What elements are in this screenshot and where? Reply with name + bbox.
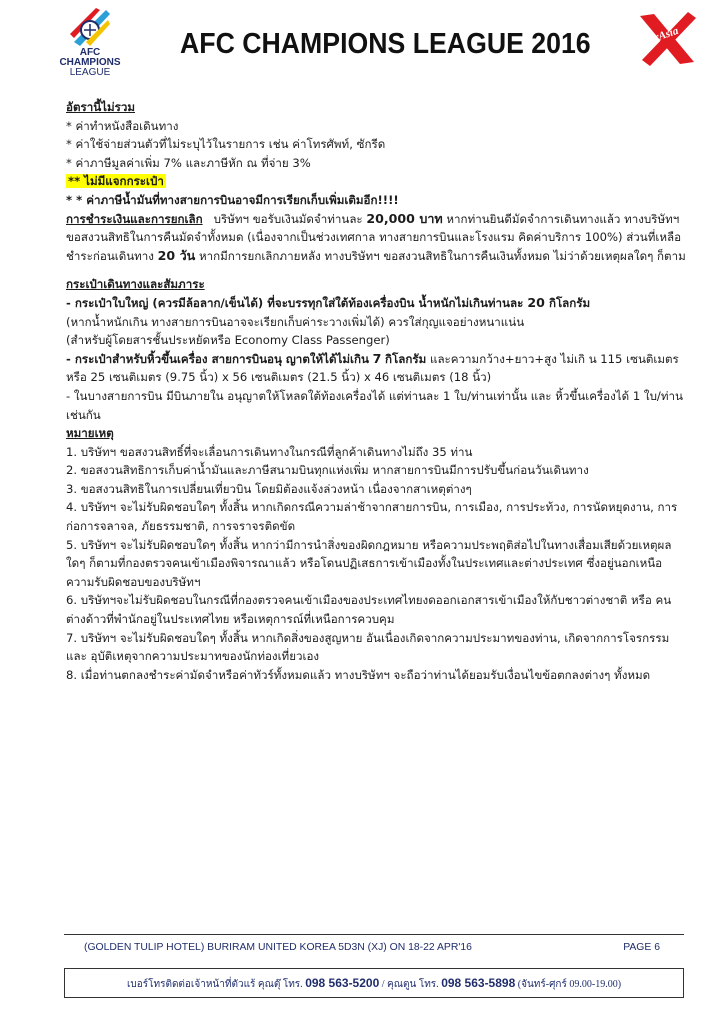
remark-item-8: 8. เมื่อท่านตกลงชำระค่ามัดจำหรือค่าทัวร์ทั้งหมดแล้ว ทางบริษัทฯ จะถือว่าท่านได้ยอมรับเงื่อนไขข้อตกลงต่างๆ ทั้งหมด	[66, 667, 651, 682]
page-header	[0, 0, 720, 92]
phone-2[interactable]: 098 563-5898	[441, 976, 516, 990]
payment-text-c: หากมีการยกเลิกภายหลัง ทางบริษัทฯ ขอสงวนสิทธิในการคืนเงินทั้งหมด ไม่ว่าด้วยเหตุผลใดๆ ก็ตาม	[198, 248, 686, 263]
remark-item-5: 5. บริษัทฯ จะไม่รับผิดชอบใดๆ ทั้งสิ้น หากว่ามีการนำสิ่งของผิดกฎหมาย หรือความประพฤติส่อไปในทางเสื่อมเสียด้วยเหตุผลใดๆ ก็ตามที่กองตรวจคนเข้าเมืองพิจารณาแล้ว หรือโดนปฏิเสธการเข้าเมืองทั้งในประเทศและต่างประเทศ ซึ่งอยู่นอกเหนือความรับผิดชอบของบริษัทฯ	[66, 537, 672, 589]
remark-item-7: 7. บริษัทฯ จะไม่รับผิดชอบใดๆ ทั้งสิ้น หากเกิดสิ่งของสูญหาย อันเนื่องเกิดจากความประมาทของท่าน, เกิดจากการโจรกรรม และ อุบัติเหตุจากความประมาทของนักท่องเที่ยวเอง	[66, 630, 670, 664]
big-bag-weight: 20	[527, 294, 545, 310]
afc-logo-text-2: CHAMPIONS	[59, 57, 121, 68]
program-name: (GOLDEN TULIP HOTEL) BURIRAM UNITED KOREA 5D3N (XJ) ON 18-22 APR'16	[84, 942, 472, 953]
domestic-baggage-note: - ในบางสายการบิน มีบินภายใน อนุญาตให้โหลดใต้ท้องเครื่องได้ แต่ท่านละ 1 ใบ/ท่านเท่านั้น และ หิ้วขึ้นเครื่องได้ 1 ใบ/ท่านเช่นกัน	[66, 388, 683, 422]
footer-divider	[64, 934, 684, 935]
carry-on-unit: กิโลกรัม	[385, 351, 427, 366]
payment-paragraph	[66, 210, 686, 266]
big-bag-text: - กระเป๋าใบใหญ่ (ควรมีล้อลาก/เข็นได้) ที่จะบรรทุกใส่ใต้ท้องเครื่องบิน น้ำหนักไม่เกินท่านละ	[66, 295, 524, 310]
exclusion-item-2: * ค่าใช้จ่ายส่วนตัวที่ไม่ระบุไว้ในรายการ เช่น ค่าโทรศัพท์, ซักรีด	[66, 137, 386, 152]
afc-logo-text-1: AFC	[79, 47, 101, 58]
page-title: AFC CHAMPIONS LEAGUE 2016	[180, 28, 591, 60]
remark-item-2: 2. ขอสงวนสิทธิการเก็บค่าน้ำมันและภาษีสนามบินทุกแห่งเพิ่ม หากสายการบินมีการปรับขึ้นก่อนวันเดินทาง	[66, 463, 589, 478]
airasia-logo-text: AirAsia	[642, 24, 680, 48]
payment-text-b: หากท่านยินดีมัดจำการเดินทางแล้ว ทางบริษัทฯ ขอสงวนสิทธิในการคืนมัดจำทั้งหมด (เนื่องจากเป็นช่วงเทศกาล ทางสายการบินและโรงแรม คิดค่าบริการ 100%) ส่วนที่เหลือชำระก่อนเดินทาง	[66, 211, 682, 263]
contact-mid: / คุณตูน โทร.	[381, 979, 439, 990]
no-bag-note	[66, 172, 686, 191]
contact-prefix: เบอร์โทรติดต่อเจ้าหน้าที่ตัวแร้ คุณตุ๊ โทร.	[126, 979, 303, 990]
carry-on-text: - กระเป๋าสำหรับหิ้วขึ้นเครื่อง สายการบินอนุ ญาตให้ได้ไม่เกิน	[66, 351, 369, 366]
payment-title: การชำระเงินและการยกเลิก	[66, 211, 203, 226]
airasia-logo	[636, 10, 698, 68]
no-bag-highlight: ** ไม่มีแจกกระเป๋า	[68, 174, 164, 189]
remark-item-4: 4. บริษัทฯ จะไม่รับผิดชอบใดๆ ทั้งสิ้น หากเกิดกรณีความล่าช้าจากสายการบิน, การเมือง, การประท้วง, การนัดหยุดงาน, การก่อการจลาจล, ภัยธรรมชาติ, การจราจรติดขัด	[66, 500, 678, 534]
exclusions-title: อัตรานี้ไม่รวม	[66, 100, 136, 114]
remark-item-1: 1. บริษัทฯ ขอสงวนสิทธิ์ที่จะเลื่อนการเดินทางในกรณีที่ลูกค้าเดินทางไม่ถึง 35 ท่าน	[66, 444, 473, 459]
baggage-title: กระเป๋าเดินทางและสัมภาระ	[66, 277, 205, 292]
contact-hours: (จันทร์-ศุกร์ 09.00-19.00)	[517, 979, 622, 990]
payment-days: 20 วัน	[157, 247, 196, 263]
page-number: PAGE 6	[623, 942, 660, 953]
carry-on-dims: และความกว้าง+ยาว+สูง ไม่เกิ น 115 เซนติเมตร หรือ 25 เซนติเมตร (9.75 นิ้ว) x 56 เซนติเมตร (21.5 นิ้ว) x 46 เซนติเมตร (18 นิ้ว)	[66, 351, 679, 385]
carry-on-weight: 7	[372, 350, 382, 366]
payment-text-a: บริษัทฯ ขอรับเงินมัดจำท่านละ	[213, 211, 363, 226]
big-bag-unit: กิโลกรัม	[548, 295, 591, 310]
carry-on-rule	[66, 350, 686, 387]
big-bag-note: (หากน้ำหนักเกิน ทางสายการบินอาจจะเรียกเก็บค่าระวางเพิ่มได้) ควรใส่กุญแจอย่างหนาแน่น	[66, 314, 525, 329]
contact-box	[64, 968, 684, 998]
big-bag-note-2: (สำหรับผู้โดยสารชั้นประหยัดหรือ Economy Class Passenger)	[66, 333, 390, 348]
deposit-amount: 20,000 บาท	[366, 210, 443, 226]
afc-emblem-icon	[66, 6, 114, 50]
exclusion-item-3: * ค่าภาษีมูลค่าเพิ่ม 7% และภาษีหัก ณ ที่จ่าย 3%	[66, 155, 311, 170]
remark-item-3: 3. ขอสงวนสิทธิในการเปลี่ยนเที่ยวบิน โดยมิต้องแจ้งล่วงหน้า เนื่องจากสาเหตุต่างๆ	[66, 481, 472, 496]
remark-item-6: 6. บริษัทฯจะไม่รับผิดชอบในกรณีที่กองตรวจคนเข้าเมืองของประเทศไทยงดออกเอกสารเข้าเมืองให้กับชาวต่างชาติ หรือ คนต่างด้าวที่พำนักอยู่ในประเทศไทย หรือเหตุการณ์ที่เหนือการควบคุม	[66, 593, 672, 627]
afc-logo	[52, 6, 128, 82]
afc-logo-text-3: LEAGUE	[69, 67, 111, 78]
page-footer	[84, 942, 684, 953]
fuel-surcharge-note: * * ค่าภาษีน้ำมันที่ทางสายการบินอาจมีการเรียกเก็บเพิ่มเติมอีก!!!!	[66, 192, 399, 207]
remarks-title: หมายเหตุ	[66, 426, 114, 441]
big-bag-rule	[66, 294, 686, 313]
document-body	[66, 98, 686, 684]
phone-1[interactable]: 098 563-5200	[305, 976, 380, 990]
exclusion-item-1: * ค่าทำหนังสือเดินทาง	[66, 118, 179, 133]
